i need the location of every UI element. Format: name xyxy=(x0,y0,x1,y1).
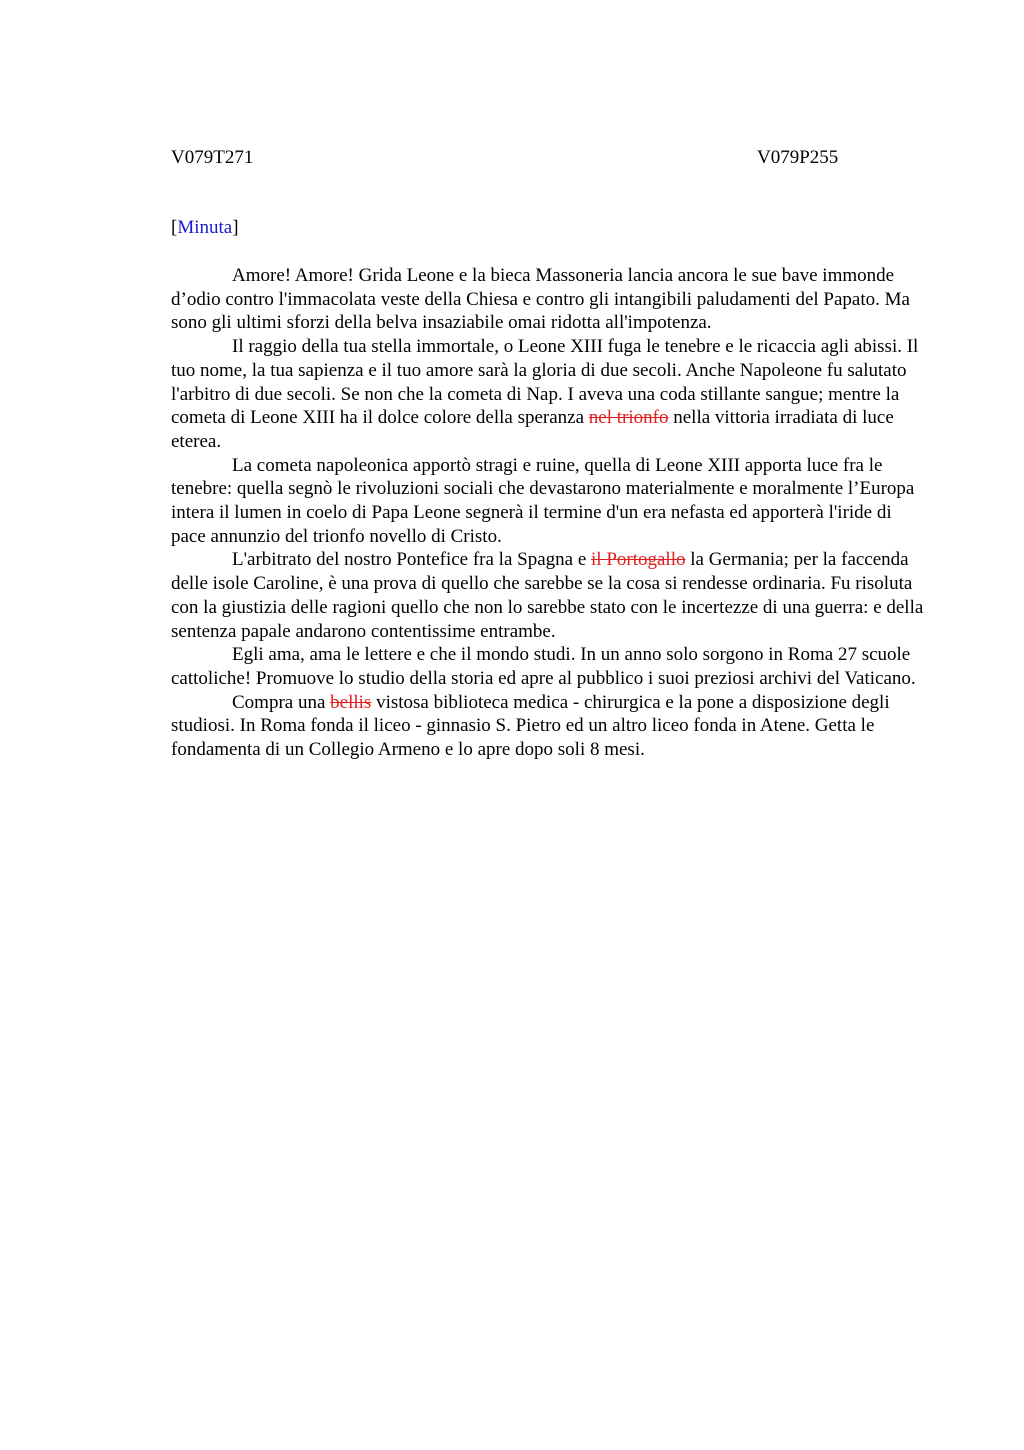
paragraph-4-before: L'arbitrato del nostro Pontefice fra la Spagna e xyxy=(232,549,592,571)
section-label-text: Minuta xyxy=(177,217,233,238)
paragraph-1: Amore! Amore! Grida Leone e la bieca Massoneria lancia ancora le sue bave immonde d’odio contro l'immacolata veste della Chiesa e contro gli intangibili paludamenti del Papato. Ma sono gli ultimi sforzi della belva insaziabile omai ridotta all'impotenza. xyxy=(171,265,910,334)
paragraph-2-after: nella vittoria irradiata di luce eterea. xyxy=(171,407,894,452)
document-body xyxy=(171,264,929,762)
paragraph-4 xyxy=(171,548,929,643)
paragraph-4-after: la Germania; per la faccenda delle isole Caroline, è una prova di quello che sarebbe se la cosa si rendesse ordinaria. Fu risoluta con la giustizia delle ragioni quello che non lo sarebbe stato con le incertezze di una guerra: e della sentenza papale andarono contentissime entrambe. xyxy=(171,549,924,642)
paragraph-3: La cometa napoleonica apportò stragi e ruine, quella di Leone XIII apporta luce fra le tenebre: quella segnò le rivoluzioni sociali che devastarono materialmente e moralmente l’Europa intera il lumen in coelo di Papa Leone segnerà il termine d'un era nefasta ed apporterà l'iride di pace annunzio del trionfo novello di Cristo. xyxy=(171,454,915,547)
paragraph-2-deletion: nel trionfo xyxy=(588,407,669,429)
paragraph-6-after: vistosa biblioteca medica - chirurgica e la pone a disposizione degli studiosi. In Roma fonda il liceo - ginnasio S. Pietro ed un altro liceo fonda in Atene. Getta le fondamenta di un Collegio Armeno e lo apre dopo soli 8 mesi. xyxy=(171,691,890,761)
paragraph-6 xyxy=(171,691,929,762)
bracket-open: [ xyxy=(171,217,178,238)
bracket-close: ] xyxy=(232,217,239,238)
paragraph-2 xyxy=(171,335,929,454)
paragraph-6-before: Compra una xyxy=(232,691,331,713)
document-page xyxy=(171,146,929,762)
paragraph-6-deletion: bellis xyxy=(330,691,372,713)
section-label xyxy=(171,216,929,240)
paragraph-2-before: Il raggio della tua stella immortale, o Leone XIII fuga le tenebre e le ricaccia agli abissi. Il tuo nome, la tua sapienza e il tuo amore sarà la gloria di due secoli. Anche Napoleone fu salutato l'arbitro di due secoli. Se non che la cometa di Nap. I aveva una coda stillante sangue; mentre la cometa di Leone XIII ha il dolce colore della speranza xyxy=(171,336,919,429)
paragraph-4-deletion: il Portogallo xyxy=(591,549,686,571)
paragraph-5: Egli ama, ama le lettere e che il mondo studi. In un anno solo sorgono in Roma 27 scuole cattoliche! Promuove lo studio della storia ed apre al pubblico i suoi preziosi archivi del Vaticano. xyxy=(171,644,916,689)
document-header xyxy=(171,146,929,170)
document-code-right: V079P255 xyxy=(757,147,839,168)
document-code-left: V079T271 xyxy=(171,147,254,168)
